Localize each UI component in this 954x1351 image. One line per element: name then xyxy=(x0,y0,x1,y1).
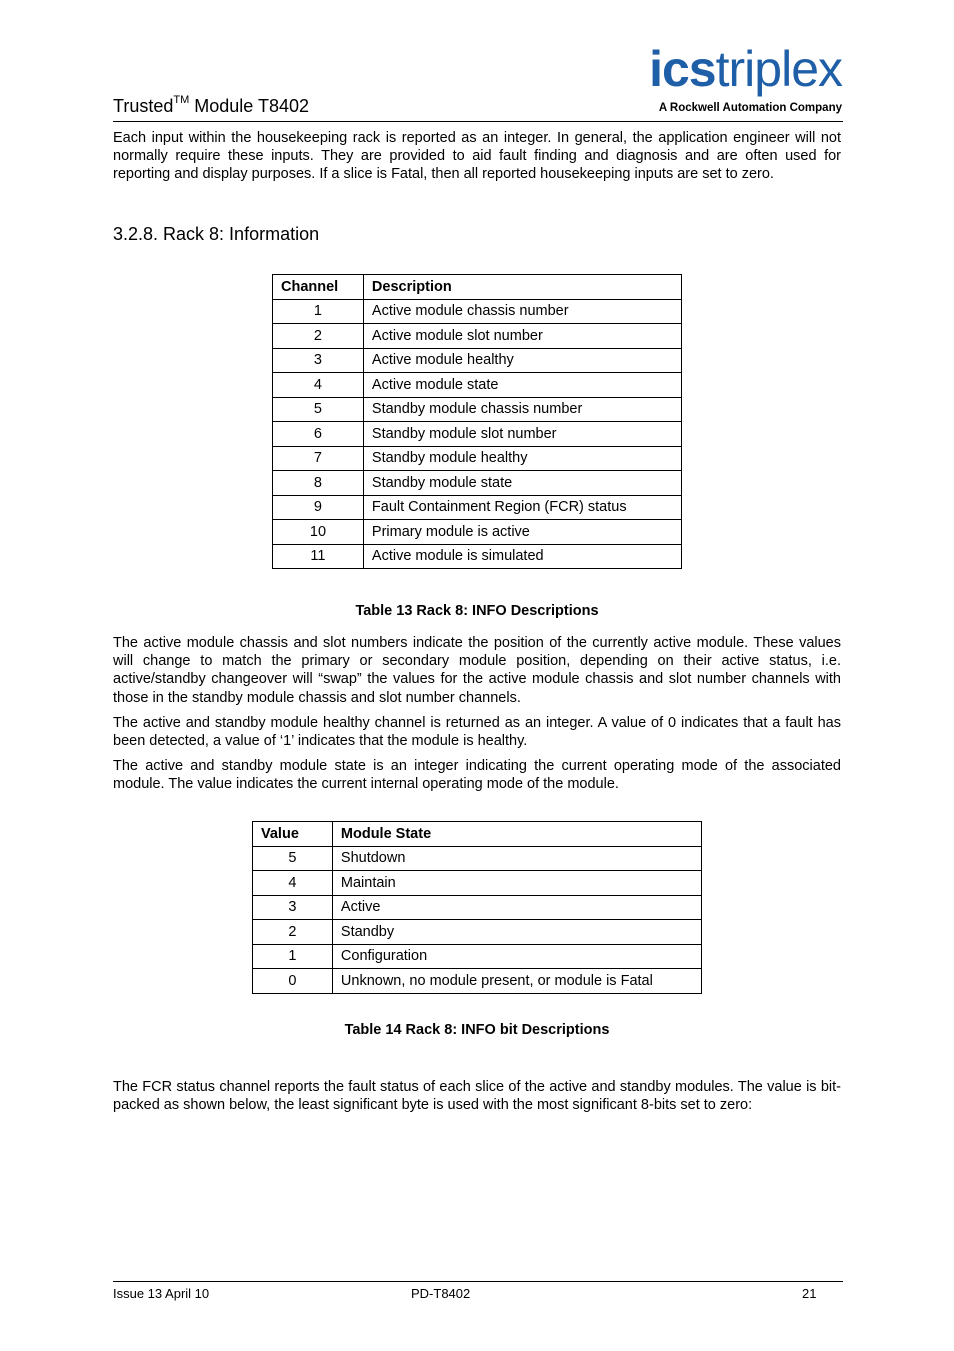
channel-cell: 6 xyxy=(273,422,364,447)
description-cell: Standby module state xyxy=(363,471,681,496)
table-row xyxy=(273,471,682,496)
channel-cell: 9 xyxy=(273,495,364,520)
column-header-description: Description xyxy=(363,275,681,300)
value-cell: 4 xyxy=(253,871,333,896)
document-title xyxy=(113,96,309,117)
module-state-cell: Unknown, no module present, or module is Fatal xyxy=(332,969,701,994)
value-cell: 0 xyxy=(253,969,333,994)
channel-cell: 4 xyxy=(273,373,364,398)
channel-cell: 11 xyxy=(273,544,364,569)
description-cell: Standby module slot number xyxy=(363,422,681,447)
footer-issue: Issue 13 April 10 xyxy=(113,1286,210,1301)
channel-cell: 2 xyxy=(273,324,364,349)
channel-cell: 3 xyxy=(273,348,364,373)
value-cell: 1 xyxy=(253,944,333,969)
value-cell: 2 xyxy=(253,920,333,945)
description-cell: Fault Containment Region (FCR) status xyxy=(363,495,681,520)
column-header-value: Value xyxy=(253,822,333,847)
module-state-cell: Standby xyxy=(332,920,701,945)
table-row xyxy=(273,324,682,349)
table-row xyxy=(273,495,682,520)
table13-caption: Table 13 Rack 8: INFO Descriptions xyxy=(355,603,599,619)
table-row xyxy=(273,520,682,545)
description-cell: Active module healthy xyxy=(363,348,681,373)
footer-page-number: 21 xyxy=(802,1286,817,1301)
table-row xyxy=(273,397,682,422)
channel-cell: 10 xyxy=(273,520,364,545)
module-state-cell: Configuration xyxy=(332,944,701,969)
description-cell: Active module state xyxy=(363,373,681,398)
table-row xyxy=(273,446,682,471)
table-row xyxy=(273,348,682,373)
description-cell: Active module slot number xyxy=(363,324,681,349)
module-state-cell: Shutdown xyxy=(332,846,701,871)
value-cell: 3 xyxy=(253,895,333,920)
logo-tagline: A Rockwell Automation Company xyxy=(658,102,842,114)
logo-triplex: triplex xyxy=(715,41,842,97)
footer-rule xyxy=(113,1281,843,1282)
module-state-cell: Active xyxy=(332,895,701,920)
intro-paragraph: Each input within the housekeeping rack is reported as an integer. In general, the application engineer will not normally require these inputs. They are provided to aid fault finding and diagnosis and are often used for reporting and display purposes. If a slice is Fatal, then all reported housekeeping inputs are set to zero. xyxy=(113,130,841,183)
table14-caption: Table 14 Rack 8: INFO bit Descriptions xyxy=(344,1022,610,1038)
logo-ics: ics xyxy=(649,41,716,97)
channel-cell: 1 xyxy=(273,299,364,324)
title-prefix: Trusted xyxy=(113,96,174,116)
module-state-cell: Maintain xyxy=(332,871,701,896)
description-cell: Active module chassis number xyxy=(363,299,681,324)
table-row xyxy=(253,895,702,920)
description-cell: Primary module is active xyxy=(363,520,681,545)
channel-cell: 7 xyxy=(273,446,364,471)
module-state-table xyxy=(252,821,702,994)
fcr-paragraph: The FCR status channel reports the fault status of each slice of the active and standby modules. The value is bit-packed as shown below, the least significant byte is used with the most significant 8-bits set to zero: xyxy=(113,1079,841,1114)
footer-doc-id: PD-T8402 xyxy=(411,1286,471,1301)
table-row xyxy=(273,544,682,569)
description-cell: Standby module healthy xyxy=(363,446,681,471)
table-row xyxy=(253,920,702,945)
channel-cell: 5 xyxy=(273,397,364,422)
paragraph-state: The active and standby module state is an integer indicating the current operating mode of the associated module. The value indicates the current internal operating mode of the module. xyxy=(113,758,841,793)
title-suffix: Module T8402 xyxy=(189,96,310,116)
table-row xyxy=(273,299,682,324)
company-logo xyxy=(610,41,842,118)
column-header-module-state: Module State xyxy=(332,822,701,847)
channel-cell: 8 xyxy=(273,471,364,496)
table-row xyxy=(253,969,702,994)
table-header-row xyxy=(273,275,682,300)
trademark-sup: TM xyxy=(173,94,190,106)
table-row xyxy=(273,422,682,447)
section-heading: 3.2.8. Rack 8: Information xyxy=(113,224,320,244)
paragraph-healthy: The active and standby module healthy channel is returned as an integer. A value of 0 indicates that a fault has been detected, a value of ‘1’ indicates that the module is healthy. xyxy=(113,715,841,750)
info-descriptions-table xyxy=(272,274,682,569)
table-row xyxy=(253,846,702,871)
description-cell: Active module is simulated xyxy=(363,544,681,569)
logo-wordmark xyxy=(649,41,842,97)
table-row xyxy=(253,944,702,969)
table-header-row xyxy=(253,822,702,847)
paragraph-chassis-slot: The active module chassis and slot numbers indicate the position of the currently active module. These values will change to match the primary or secondary module position, depending on their active status, i.e. active/standby changeover will “swap” the values for the active module chassis and slot number channels with those in the standby module chassis and slot number channels. xyxy=(113,635,841,706)
description-cell: Standby module chassis number xyxy=(363,397,681,422)
value-cell: 5 xyxy=(253,846,333,871)
table-row xyxy=(273,373,682,398)
header-rule xyxy=(113,121,843,122)
column-header-channel: Channel xyxy=(273,275,364,300)
table-row xyxy=(253,871,702,896)
